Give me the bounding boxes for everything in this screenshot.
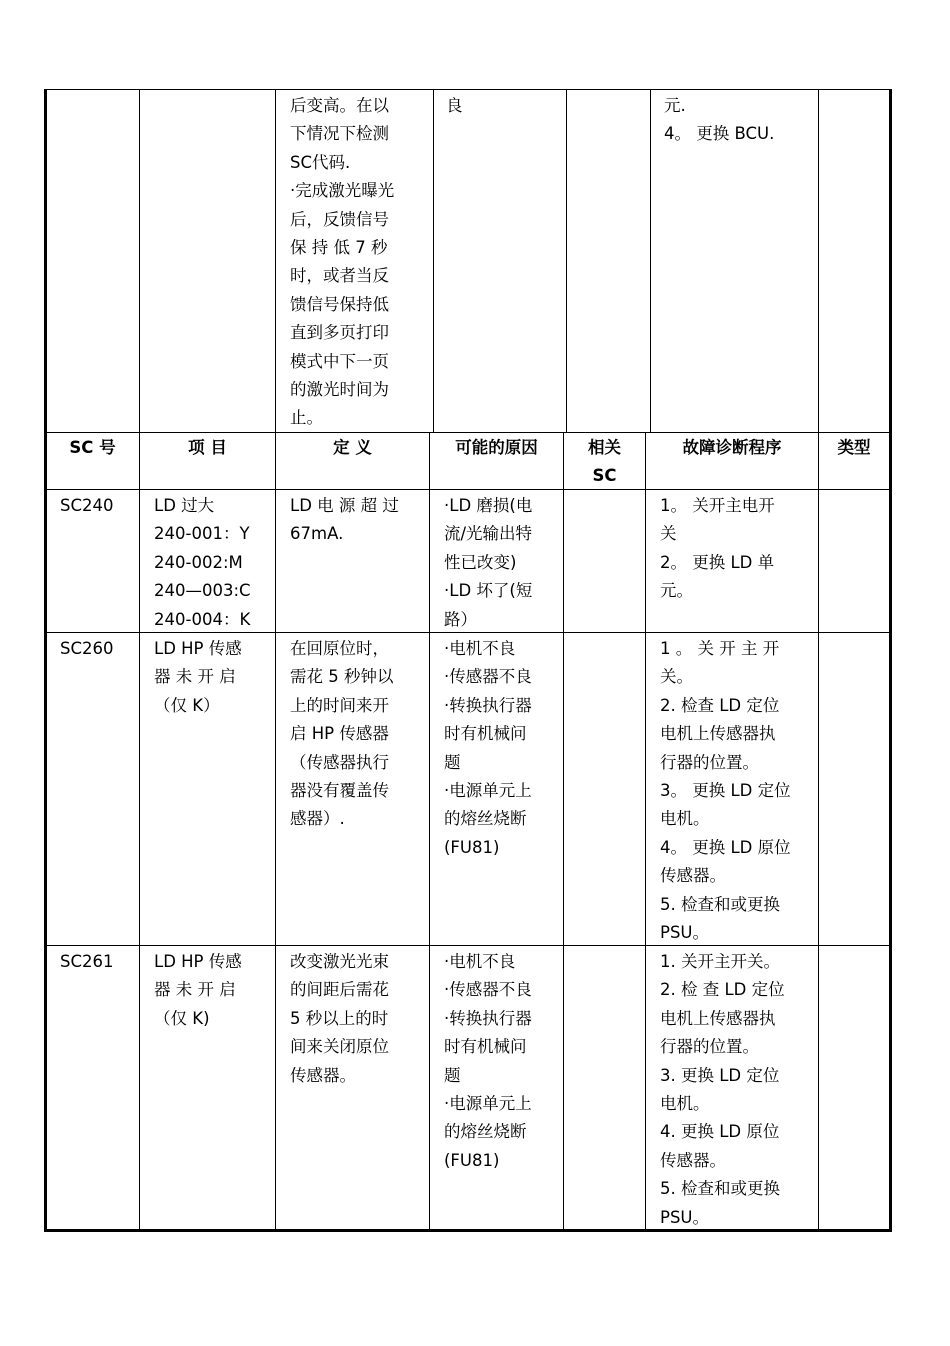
sc-number: SC261 — [60, 952, 114, 971]
sc-number: SC260 — [60, 639, 114, 658]
table-rule — [429, 432, 430, 1232]
header-cause: 可能的原因 — [455, 438, 538, 457]
item-cell: LD 过大 240-001：Y 240-002:M 240—003:C 240-004：K — [154, 496, 251, 629]
definition-cell: LD 电 源 超 过 67mA. — [290, 496, 399, 544]
cause-cell: ·电机不良 ·传感器不良 ·转换执行器 时有机械问 题 ·电源单元上 的熔丝烧断 (FU81) — [444, 952, 532, 1170]
header-type: 类型 — [837, 438, 871, 457]
table-rule — [44, 89, 47, 1232]
table-rule — [44, 489, 892, 490]
header-procedure: 故障诊断程序 — [682, 438, 782, 457]
header-item: 项 目 — [188, 438, 227, 457]
table-rule — [275, 89, 276, 1232]
table-rule — [818, 89, 819, 1232]
table-rule — [650, 89, 651, 433]
item-cell: LD HP 传感 器 未 开 启 （仅 K） — [154, 639, 242, 715]
table-rule — [645, 432, 646, 1232]
table-rule — [44, 432, 892, 433]
sc-number: SC240 — [60, 496, 114, 515]
table-rule — [566, 89, 567, 433]
definition-cell: 在回原位时， 需花 5 秒钟以 上的时间来开 启 HP 传感器 （传感器执行 器没有覆盖传 感器）. — [290, 639, 394, 829]
top-definition-cell: 后变高。在以 下情况下检测 SC代码. ·完成激光曝光 后，反馈信号 保 持 低 7 秒 时，或者当反 馈信号保持低 直到多页打印 模式中下一页 的激光时间为 止。 — [290, 96, 395, 428]
definition-cell: 改变激光光束 的间距后需花 5 秒以上的时 间来关闭原位 传感器。 — [290, 952, 389, 1085]
procedure-cell: 1。 关开主电开 关 2。 更换 LD 单 元。 — [660, 496, 775, 601]
header-related-sc: 相关 SC — [588, 438, 621, 486]
cause-cell: ·LD 磨损(电 流/光输出特 性已改变) ·LD 坏了(短 路） — [444, 496, 533, 629]
table-rule — [139, 89, 140, 1232]
table-rule — [433, 89, 434, 433]
table-rule — [44, 89, 892, 90]
header-definition: 定 义 — [333, 438, 372, 457]
table-rule — [563, 432, 564, 1232]
item-cell: LD HP 传感 器 未 开 启 （仅 K) — [154, 952, 242, 1028]
top-procedure-cell: 元. 4。 更换 BCU. — [664, 96, 775, 144]
top-cause-cell: 良 — [446, 96, 463, 115]
table-rule — [889, 89, 892, 1232]
cause-cell: ·电机不良 ·传感器不良 ·转换执行器 时有机械问 题 ·电源单元上 的熔丝烧断 (FU81) — [444, 639, 532, 857]
header-sc-no: SC 号 — [69, 438, 116, 457]
procedure-cell: 1 。 关 开 主 开 关。 2. 检查 LD 定位 电机上传感器执 行器的位置。 3。 更换 LD 定位 电机。 4。 更换 LD 原位 传感器。 5. 检查和或更换 PSU。 — [660, 639, 791, 943]
procedure-cell: 1. 关开主开关。 2. 检 查 LD 定位 电机上传感器执 行器的位置。 3. 更换 LD 定位 电机。 4. 更换 LD 原位 传感器。 5. 检查和或更换 PSU。 — [660, 952, 785, 1227]
